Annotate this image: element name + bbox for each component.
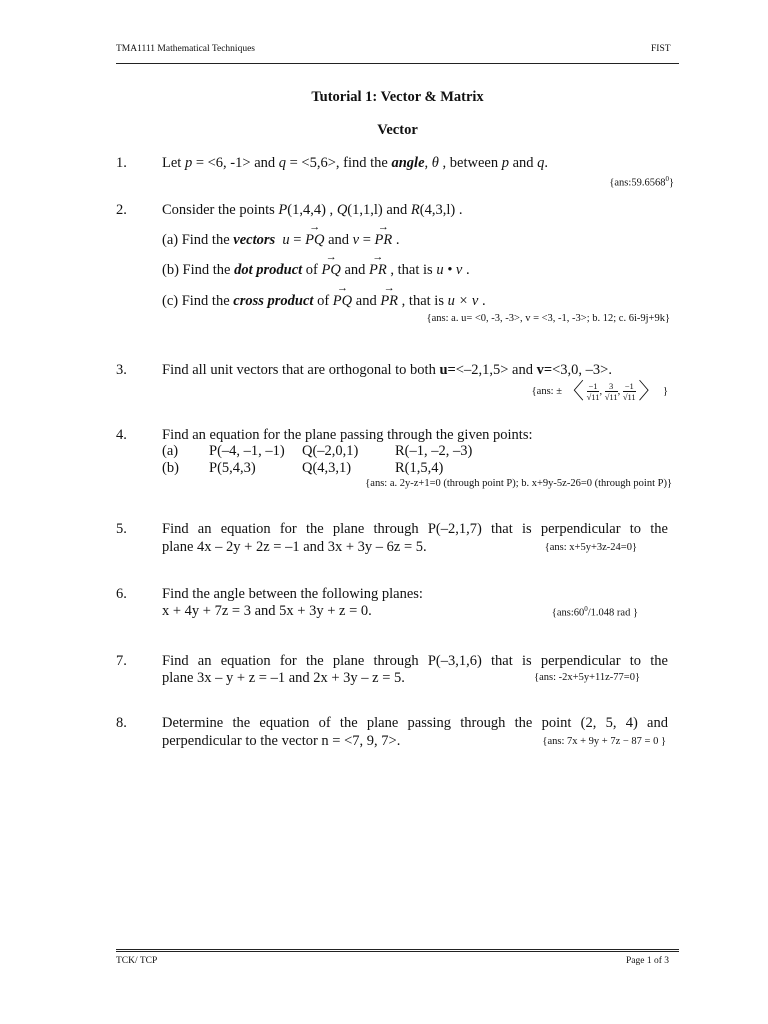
question-number-5: 5. — [116, 521, 127, 537]
question-1-answer: {ans:59.6568$^0$} — [609, 175, 674, 189]
question-6-answer: {$ans:60^0/1.048$ rad } — [551, 605, 638, 619]
question-number-7: 7. — [116, 653, 127, 669]
question-4a-point-r: R(–1, –2, –3) — [395, 443, 473, 459]
footer-authors: TCK/ TCP — [116, 956, 158, 966]
vector-arrow-icon: → — [309, 221, 321, 233]
question-number-6: 6. — [116, 586, 127, 602]
question-3-answer: {ans: ±〈 $\frac{-1}{√11}$ , $\frac{3}{√11}$ , $\frac{-1}{√11}$ 〉 } — [531, 378, 668, 404]
question-number-8: 8. — [116, 715, 127, 731]
question-5-line-2: plane 4x – 2y + 2z = –1 and 3x + 3y – 6z = 5. — [162, 539, 427, 555]
footer-page-number: Page 1 of 3 — [626, 956, 670, 966]
question-4a-point-p: P(–4, –1, –1) — [209, 443, 285, 459]
footer-rule-top — [116, 949, 679, 950]
question-number-4: 4. — [116, 427, 127, 443]
question-4b-point-r: R(1,5,4) — [395, 460, 444, 476]
vector-arrow-icon: → — [377, 221, 389, 233]
vector-arrow-icon: → — [383, 282, 395, 294]
question-6-line-1: Find the angle between the following planes: — [162, 586, 423, 602]
question-7-line-1: Find an equation for the plane through P(–3,1,6) that is perpendicular to the — [162, 653, 668, 669]
vector-arrow-icon: → — [372, 251, 384, 263]
question-2c-text: (c) Find the cross product of → PQ and → PR , that is u × v . — [162, 282, 486, 309]
question-number-3: 3. — [116, 362, 127, 378]
question-number-1: 1. — [116, 155, 127, 171]
question-7-answer: {ans: -2x+5y+11z-77=0} — [534, 672, 640, 683]
question-4a-point-q: Q(–2,0,1) — [302, 443, 359, 459]
header-faculty: FIST — [651, 44, 671, 54]
header-course-title: TMA1111 Mathematical Techniques — [116, 44, 255, 54]
vector-arrow-icon: → — [336, 282, 348, 294]
vector-arrow-icon: → — [325, 251, 337, 263]
question-2b-text: (b) Find the dot product of → PQ and → PR , that is u • v . — [162, 251, 470, 278]
question-4b-label: (b) — [162, 460, 179, 476]
question-3-text: Find all unit vectors that are orthogonal to both u=<–2,1,5> and v=<3,0, –3>. — [162, 362, 612, 378]
question-4b-point-p: P(5,4,3) — [209, 460, 256, 476]
page-title: Tutorial 1: Vector & Matrix — [311, 89, 484, 105]
question-4-answer: {ans: a. 2y-z+1=0 (through point P); b. x+9y-5z-26=0 (through point P)} — [365, 478, 672, 489]
question-number-2: 2. — [116, 202, 127, 218]
question-8-answer: {ans: 7x + 9y + 7z − 87 = 0 } — [542, 736, 666, 747]
section-heading: Vector — [377, 122, 418, 138]
question-8-line-2: perpendicular to the vector n = <7, 9, 7>. — [162, 733, 401, 749]
question-5-answer: {ans: x+5y+3z-24=0} — [544, 542, 637, 553]
question-7-line-2: plane 3x – y + z = –1 and 2x + 3y – z = 5. — [162, 670, 405, 686]
question-6-line-2: x + 4y + 7z = 3 and 5x + 3y + z = 0. — [162, 603, 372, 619]
question-2-answer: {ans: a. u= <0, -3, -3>, v = <3, -1, -3>; b. 12; c. 6i-9j+9k} — [426, 313, 670, 324]
question-2-text: Consider the points P(1,4,4) , Q(1,1,l) and R(4,3,l) . — [162, 202, 463, 218]
footer-rule-bottom — [116, 951, 679, 952]
question-2a-text: (a) Find the vectors u = → PQ and v = → PR . — [162, 221, 400, 248]
question-4-text: Find an equation for the plane passing through the given points: — [162, 427, 533, 443]
question-5-line-1: Find an equation for the plane through P(–2,1,7) that is perpendicular to the — [162, 521, 668, 537]
header-rule — [116, 63, 679, 64]
question-4a-label: (a) — [162, 443, 179, 459]
question-1-text: Let p = <6, -1> and q = <5,6>, find the angle, θ , between p and q. — [162, 155, 549, 171]
question-4b-point-q: Q(4,3,1) — [302, 460, 352, 476]
question-8-line-1: Determine the equation of the plane passing through the point (2, 5, 4) and — [162, 715, 668, 731]
